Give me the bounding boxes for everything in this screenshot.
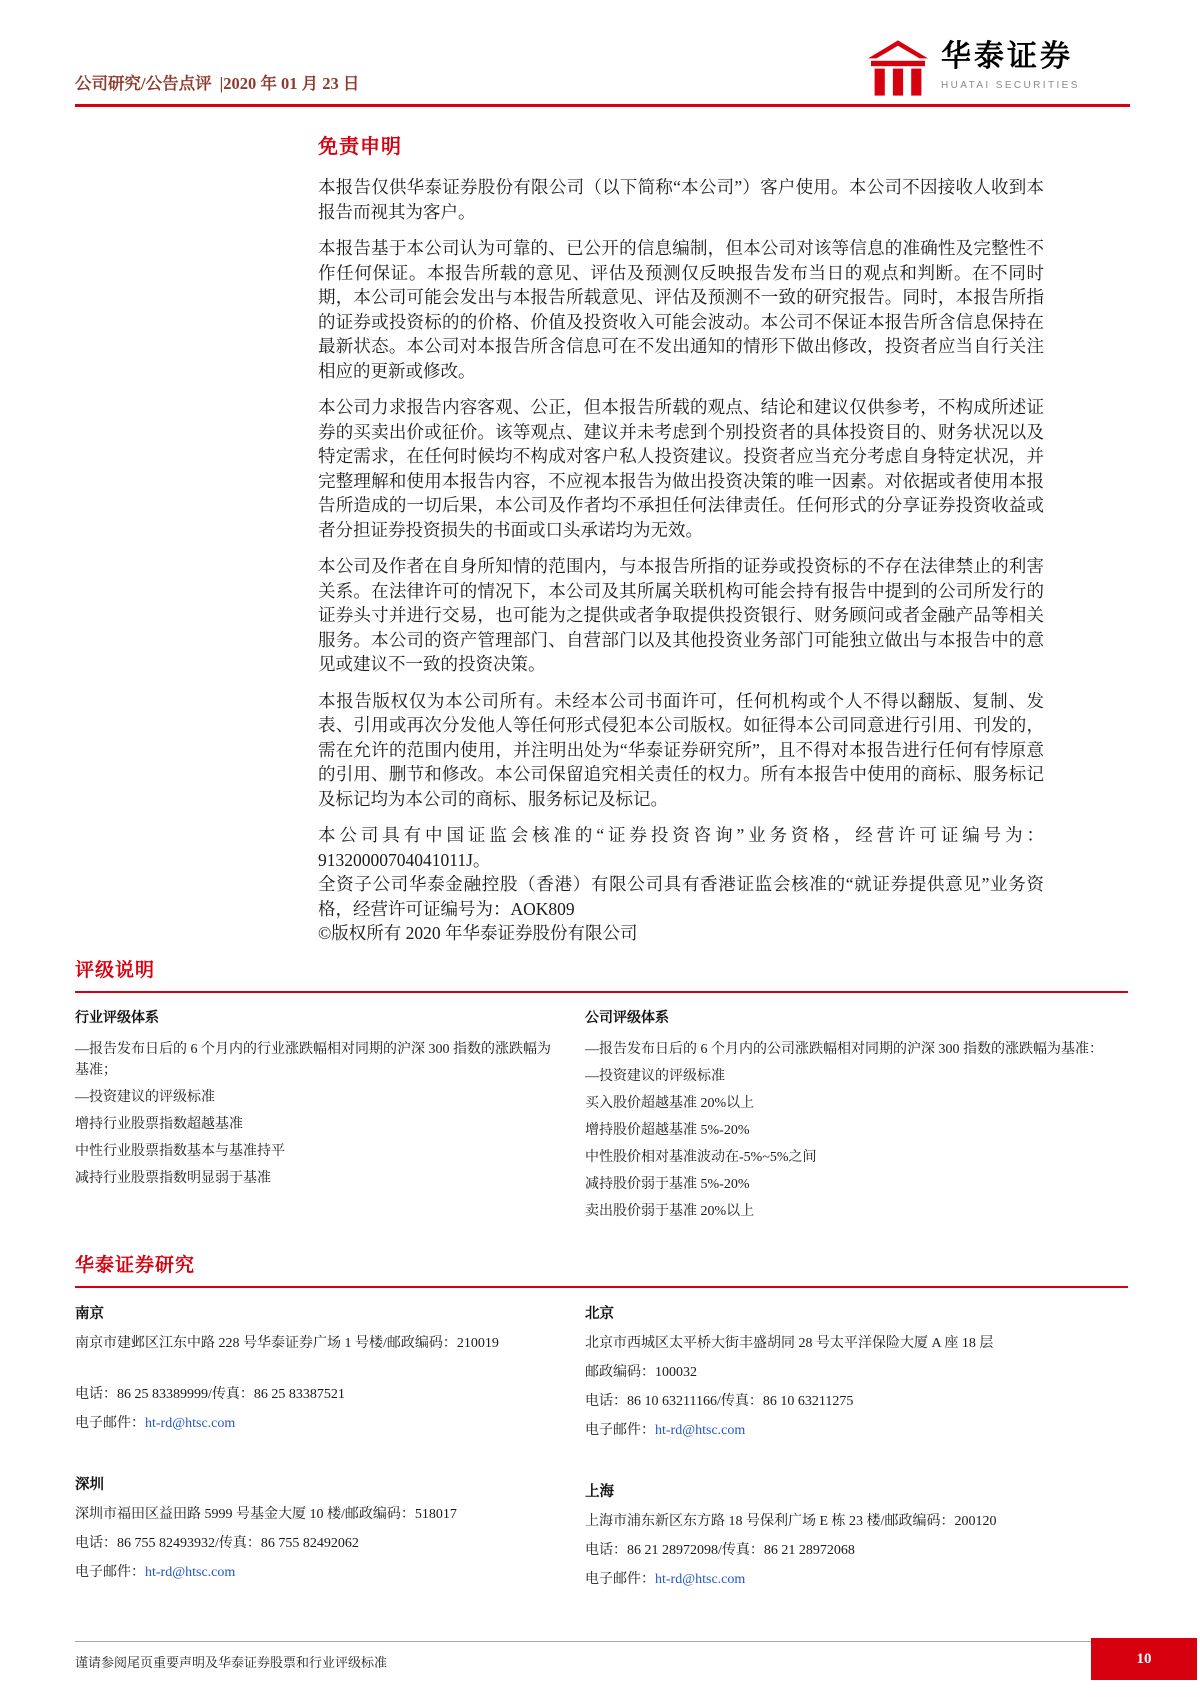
office-phone: 电话：86 25 83389999/传真：86 25 83387521 bbox=[75, 1387, 345, 1402]
copyright-line: ©版权所有 2020 年华泰证券股份有限公司 bbox=[318, 923, 638, 943]
research-title: 华泰证券研究 bbox=[75, 1255, 196, 1276]
header-divider bbox=[75, 104, 1130, 107]
rating-item: 卖出股价弱于基准 20%以上 bbox=[585, 1204, 755, 1219]
office-city: 南京 bbox=[75, 1306, 104, 1322]
email-link[interactable]: ht-rd@htsc.com bbox=[145, 1416, 236, 1431]
rating-section bbox=[75, 955, 1128, 1228]
logo-subtitle: HUATAI SECURITIES bbox=[941, 79, 1080, 91]
email-link[interactable]: ht-rd@htsc.com bbox=[655, 1572, 746, 1587]
breadcrumb bbox=[75, 70, 359, 94]
rating-item: 增持行业股票指数超越基准 bbox=[75, 1117, 243, 1132]
rating-title: 评级说明 bbox=[75, 960, 156, 981]
office-shanghai bbox=[585, 1480, 1128, 1591]
office-city: 深圳 bbox=[75, 1477, 104, 1493]
huatai-logo bbox=[868, 40, 1080, 96]
company-rating-title: 公司评级体系 bbox=[585, 1011, 669, 1026]
disclaimer-paragraph: 本公司力求报告内容客观、公正，但本报告所载的观点、结论和建议仅供参考，不构成所述证券的买卖出价或征价。该等观点、建议并未考虑到个别投资者的具体投资目的、财务状况以及特定需求，在任何时候均不构成对客户私人投资建议。投资者应当充分考虑自身特定状况，并完整理解和使用本报告内容，不应视本报告为做出投资决策的唯一因素。对依据或者使用本报告所造成的一切后果，本公司及作者均不承担任何法律责任。任何形式的分享证券投资收益或者分担证券投资损失的书面或口头承诺均为无效。 bbox=[318, 397, 1044, 540]
page-number-badge: 10 bbox=[1091, 1638, 1197, 1680]
research-divider bbox=[75, 1286, 1128, 1288]
rating-divider bbox=[75, 991, 1128, 993]
disclaimer-section bbox=[318, 130, 1044, 946]
research-section bbox=[75, 1250, 1128, 1598]
office-address: 北京市西城区太平桥大街丰盛胡同 28 号太平洋保险大厦 A 座 18 层 bbox=[585, 1336, 994, 1351]
office-email-line bbox=[585, 1569, 1128, 1591]
rating-item: —报告发布日后的 6 个月内的公司涨跌幅相对同期的沪深 300 指数的涨跌幅为基准： bbox=[585, 1042, 1103, 1057]
office-email-line bbox=[75, 1562, 555, 1584]
office-address: 深圳市福田区益田路 5999 号基金大厦 10 楼/邮政编码：518017 bbox=[75, 1507, 457, 1522]
email-link[interactable]: ht-rd@htsc.com bbox=[145, 1565, 236, 1580]
disclaimer-paragraph: 本报告仅供华泰证券股份有限公司（以下简称“本公司”）客户使用。本公司不因接收人收到本报告而视其为客户。 bbox=[318, 177, 1044, 222]
office-phone: 电话：86 10 63211166/传真：86 10 63211275 bbox=[585, 1394, 854, 1409]
license-block bbox=[318, 823, 1044, 946]
email-label: 电子邮件： bbox=[585, 1572, 655, 1587]
office-postcode: 邮政编码：100032 bbox=[585, 1365, 697, 1380]
office-email-line bbox=[585, 1420, 1128, 1442]
huatai-gate-icon bbox=[868, 40, 928, 96]
report-type-label: 公司研究/公告点评 bbox=[75, 74, 212, 93]
disclaimer-paragraph: 本报告基于本公司认为可靠的、已公开的信息编制，但本公司对该等信息的准确性及完整性不作任何保证。本报告所载的意见、评估及预测仅反映报告发布当日的观点和判断。在不同时期，本公司可能会发出与本报告所载意见、评估及预测不一致的研究报告。同时，本报告所指的证券或投资标的的价格、价值及投资收入可能会波动。本公司不保证本报告所含信息保持在最新状态。本公司对本报告所含信息可在不发出通知的情形下做出修改，投资者应当自行关注相应的更新或修改。 bbox=[318, 238, 1044, 381]
rating-item: 中性股价相对基准波动在-5%~5%之间 bbox=[585, 1150, 817, 1165]
office-beijing bbox=[585, 1302, 1128, 1442]
office-nanjing bbox=[75, 1302, 555, 1435]
rating-item: —投资建议的评级标准 bbox=[585, 1069, 725, 1084]
rating-item: 中性行业股票指数基本与基准持平 bbox=[75, 1144, 285, 1159]
logo-text bbox=[941, 40, 1080, 91]
office-city: 上海 bbox=[585, 1484, 614, 1500]
office-city: 北京 bbox=[585, 1306, 614, 1322]
email-link[interactable]: ht-rd@htsc.com bbox=[655, 1423, 746, 1438]
license-line: 本公司具有中国证监会核准的“证券投资咨询”业务资格，经营许可证编号为：91320000704041011J。 bbox=[318, 825, 1044, 870]
office-address: 南京市建邺区江东中路 228 号华泰证券广场 1 号楼/邮政编码：210019 bbox=[75, 1336, 499, 1351]
email-label: 电子邮件： bbox=[75, 1565, 145, 1580]
office-phone: 电话：86 755 82493932/传真：86 755 82492062 bbox=[75, 1536, 359, 1551]
rating-item: 减持股价弱于基准 5%-20% bbox=[585, 1177, 750, 1192]
office-shenzhen bbox=[75, 1473, 555, 1584]
rating-item: 买入股价超越基准 20%以上 bbox=[585, 1096, 755, 1111]
disclaimer-title: 免责申明 bbox=[318, 136, 402, 158]
footer-note: 谨请参阅尾页重要声明及华泰证券股票和行业评级标准 bbox=[75, 1655, 388, 1670]
license-line: 全资子公司华泰金融控股（香港）有限公司具有香港证监会核准的“就证券提供意见”业务资格，经营许可证编号为：AOK809 bbox=[318, 874, 1044, 919]
email-label: 电子邮件： bbox=[75, 1416, 145, 1431]
rating-item: 减持行业股票指数明显弱于基准 bbox=[75, 1171, 271, 1186]
office-email-line bbox=[75, 1413, 555, 1435]
report-date: |2020 年 01 月 23 日 bbox=[219, 74, 360, 93]
industry-rating-column bbox=[75, 1007, 555, 1228]
logo-title: 华泰证券 bbox=[941, 40, 1073, 73]
rating-item: —报告发布日后的 6 个月内的行业涨跌幅相对同期的沪深 300 指数的涨跌幅为基准； bbox=[75, 1042, 551, 1078]
rating-item: —投资建议的评级标准 bbox=[75, 1090, 215, 1105]
footer-divider bbox=[75, 1641, 1128, 1642]
disclaimer-paragraph: 本公司及作者在自身所知情的范围内，与本报告所指的证券或投资标的不存在法律禁止的利害关系。在法律许可的情况下，本公司及其所属关联机构可能会持有报告中提到的公司所发行的证券头寸并进行交易，也可能为之提供或者争取提供投资银行、财务顾问或者金融产品等相关服务。本公司的资产管理部门、自营部门以及其他投资业务部门可能独立做出与本报告中的意见或建议不一致的投资决策。 bbox=[318, 556, 1044, 674]
office-phone: 电话：86 21 28972098/传真：86 21 28972068 bbox=[585, 1543, 855, 1558]
email-label: 电子邮件： bbox=[585, 1423, 655, 1438]
office-address: 上海市浦东新区东方路 18 号保利广场 E 栋 23 楼/邮政编码：200120 bbox=[585, 1514, 997, 1529]
company-rating-column bbox=[585, 1007, 1128, 1228]
disclaimer-paragraph: 本报告版权仅为本公司所有。未经本公司书面许可，任何机构或个人不得以翻版、复制、发表、引用或再次分发他人等任何形式侵犯本公司版权。如征得本公司同意进行引用、刊发的，需在允许的范围内使用，并注明出处为“华泰证券研究所”，且不得对本报告进行任何有悖原意的引用、删节和修改。本公司保留追究相关责任的权力。所有本报告中使用的商标、服务标记及标记均为本公司的商标、服务标记及标记。 bbox=[318, 690, 1044, 809]
industry-rating-title: 行业评级体系 bbox=[75, 1011, 159, 1026]
rating-item: 增持股价超越基准 5%-20% bbox=[585, 1123, 750, 1138]
